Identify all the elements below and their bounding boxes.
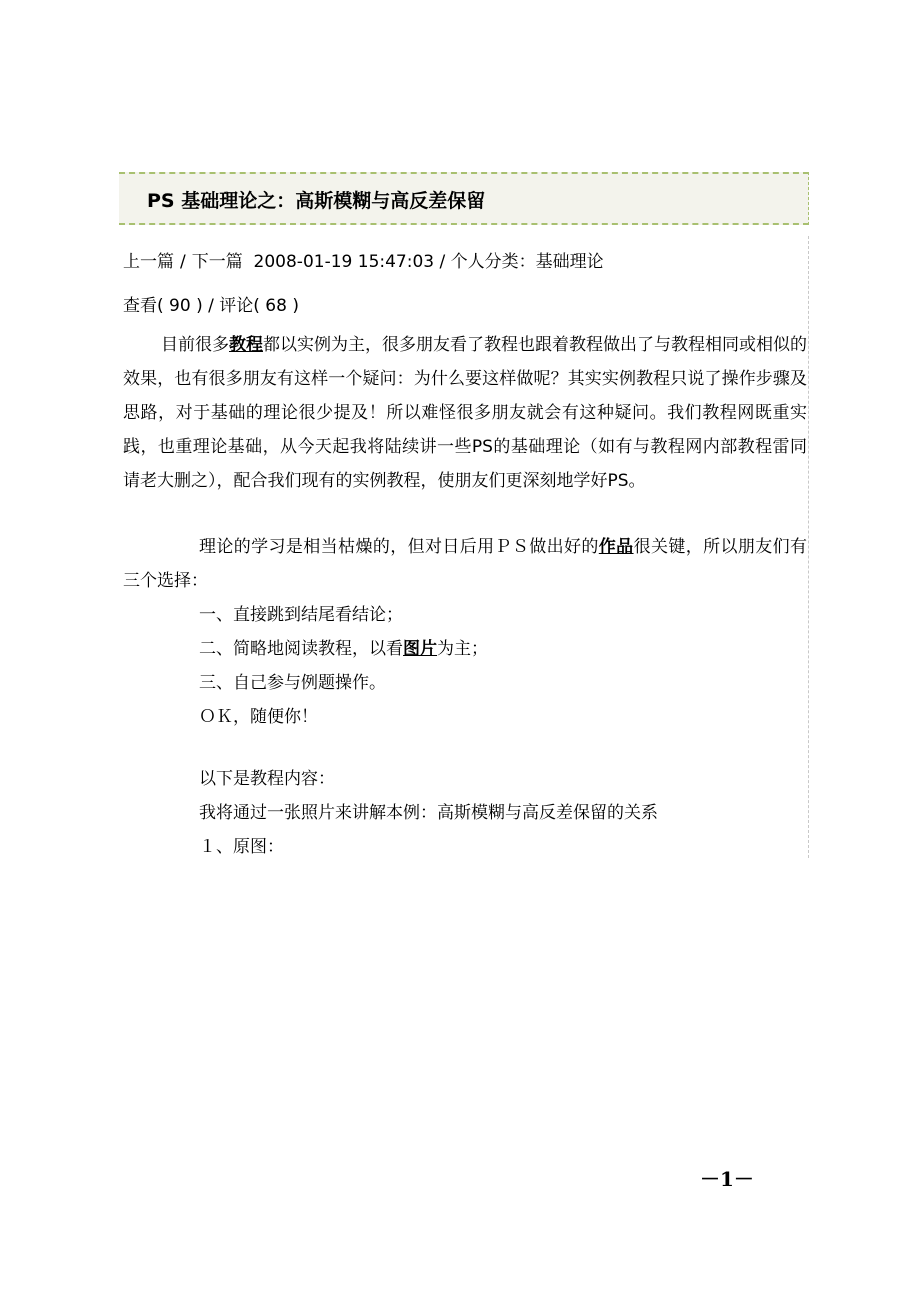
step-one-heading: １、原图： [199, 837, 284, 857]
tutorial-link[interactable]: 教程 [229, 335, 263, 355]
works-link[interactable]: 作品 [598, 537, 634, 557]
option-two: 二、简略地阅读教程，以看图片为主； [199, 639, 488, 659]
article-title: PS 基础理论之：高斯模糊与高反差保留 [147, 190, 486, 212]
intro-paragraph: 目前很多教程都以实例为主，很多朋友看了教程也跟着教程做出了与教程相同或相似的效果，也有很多朋友有这样一个疑问：为什么要这样做呢？其实实例教程只说了操作步骤及思路，对于基础的理论很少提及！所以难怪很多朋友就会有这种疑问。我们教程网既重实践，也重理论基础，从今天起我将陆续讲一些PS的基础理论（如有与教程网内部教程雷同请老大删之），配合我们现有的实例教程，使朋友们更深刻地学好PS。 [123, 335, 807, 491]
page-number: －1－ [700, 1167, 754, 1191]
option-three: 三、自己参与例题操作。 [199, 673, 386, 693]
meta-separator: / [180, 252, 186, 272]
prev-article-link[interactable]: 上一篇 [123, 252, 174, 272]
comment-count[interactable]: 评论( 68 ) [219, 296, 299, 316]
content-intro: 以下是教程内容： [199, 769, 335, 789]
next-article-link[interactable]: 下一篇 [191, 252, 243, 272]
content-border [808, 236, 809, 858]
theory-paragraph: 理论的学习是相当枯燥的，但对日后用ＰＳ做出好的作品很关键，所以朋友们有三个选择： [123, 537, 808, 591]
images-link[interactable]: 图片 [403, 639, 437, 659]
publish-datetime: 2008-01-19 15:47:03 / [253, 252, 446, 272]
ok-line: ＯＫ，随便你！ [199, 707, 318, 727]
option-one: 一、直接跳到结尾看结论； [199, 605, 403, 625]
view-count: 查看( 90 ) / [123, 296, 214, 316]
article-stats [123, 294, 299, 318]
article-category: 个人分类：基础理论 [450, 252, 604, 272]
article-title-box [119, 172, 809, 225]
article-meta [123, 250, 604, 274]
example-intro: 我将通过一张照片来讲解本例：高斯模糊与高反差保留的关系 [199, 803, 658, 823]
